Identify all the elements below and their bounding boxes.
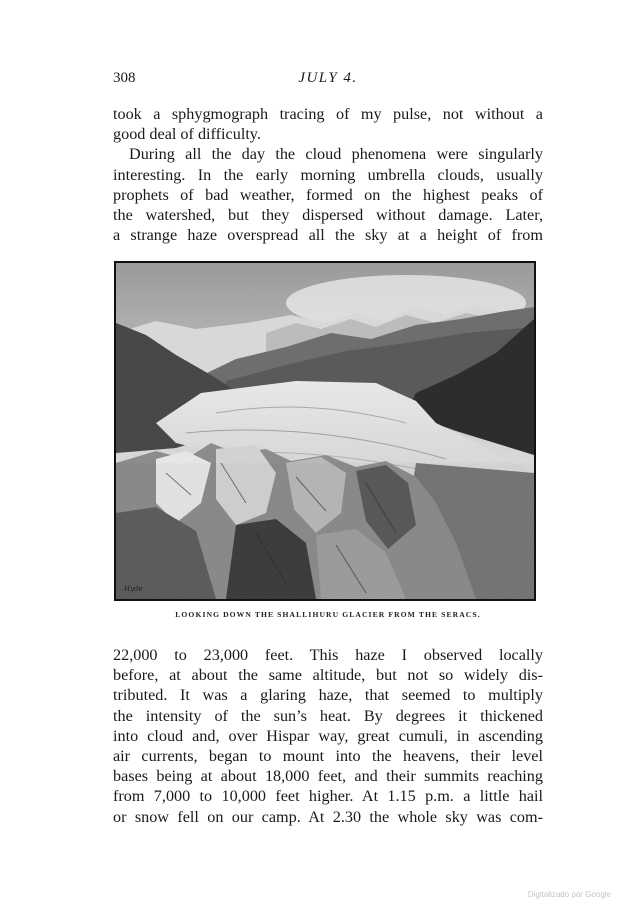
page-number: 308 (113, 70, 136, 86)
text-line: tributed. It was a glaring haze, that seemed to multiply (113, 686, 543, 705)
text-line: the watershed, but they dispersed without damage. Later, (113, 205, 543, 224)
running-title: JULY 4. (298, 70, 358, 86)
running-head (113, 70, 543, 92)
figure-caption: LOOKING DOWN THE SHALLIHURU GLACIER FROM THE SERACS. (175, 610, 481, 619)
paragraph-2 (113, 144, 543, 245)
text-line: interesting. In the early morning umbrella clouds, usually (113, 165, 543, 184)
text-line: bases being at about 18,000 feet, and their summits reaching (113, 767, 543, 786)
body-text-bottom (113, 645, 543, 827)
text-line: took a sphygmograph tracing of my pulse, not without a (113, 105, 543, 123)
paragraph-1 (113, 104, 543, 144)
text-line: air currents, began to mount into the heavens, their level (113, 746, 543, 765)
artist-signature: Hyde (124, 585, 143, 593)
text-line: before, at about the same altitude, but not so widely dis- (113, 666, 543, 685)
text-line: from 7,000 to 10,000 feet higher. At 1.15 p.m. a little hail (113, 787, 543, 806)
digitization-watermark: Digitalizado por Google (527, 890, 611, 899)
text-line: prophets of bad weather, formed on the highest peaks of (113, 185, 543, 204)
text-line: or snow fell on our camp. At 2.30 the whole sky was com- (113, 807, 543, 826)
text-line: into cloud and, over Hispar way, great cumuli, in ascending (113, 726, 543, 745)
text-line: a strange haze overspread all the sky at a height of from (113, 226, 543, 245)
text-line: During all the day the cloud phenomena were singularly (129, 145, 543, 164)
body-text-top (113, 104, 543, 245)
glacier-illustration (114, 261, 536, 601)
text-line: good deal of difficulty. (113, 125, 261, 144)
text-line: 22,000 to 23,000 feet. This haze I observed locally (113, 646, 543, 664)
text-line: the intensity of the sun’s heat. By degrees it thickened (113, 706, 543, 725)
paragraph-3 (113, 645, 543, 827)
